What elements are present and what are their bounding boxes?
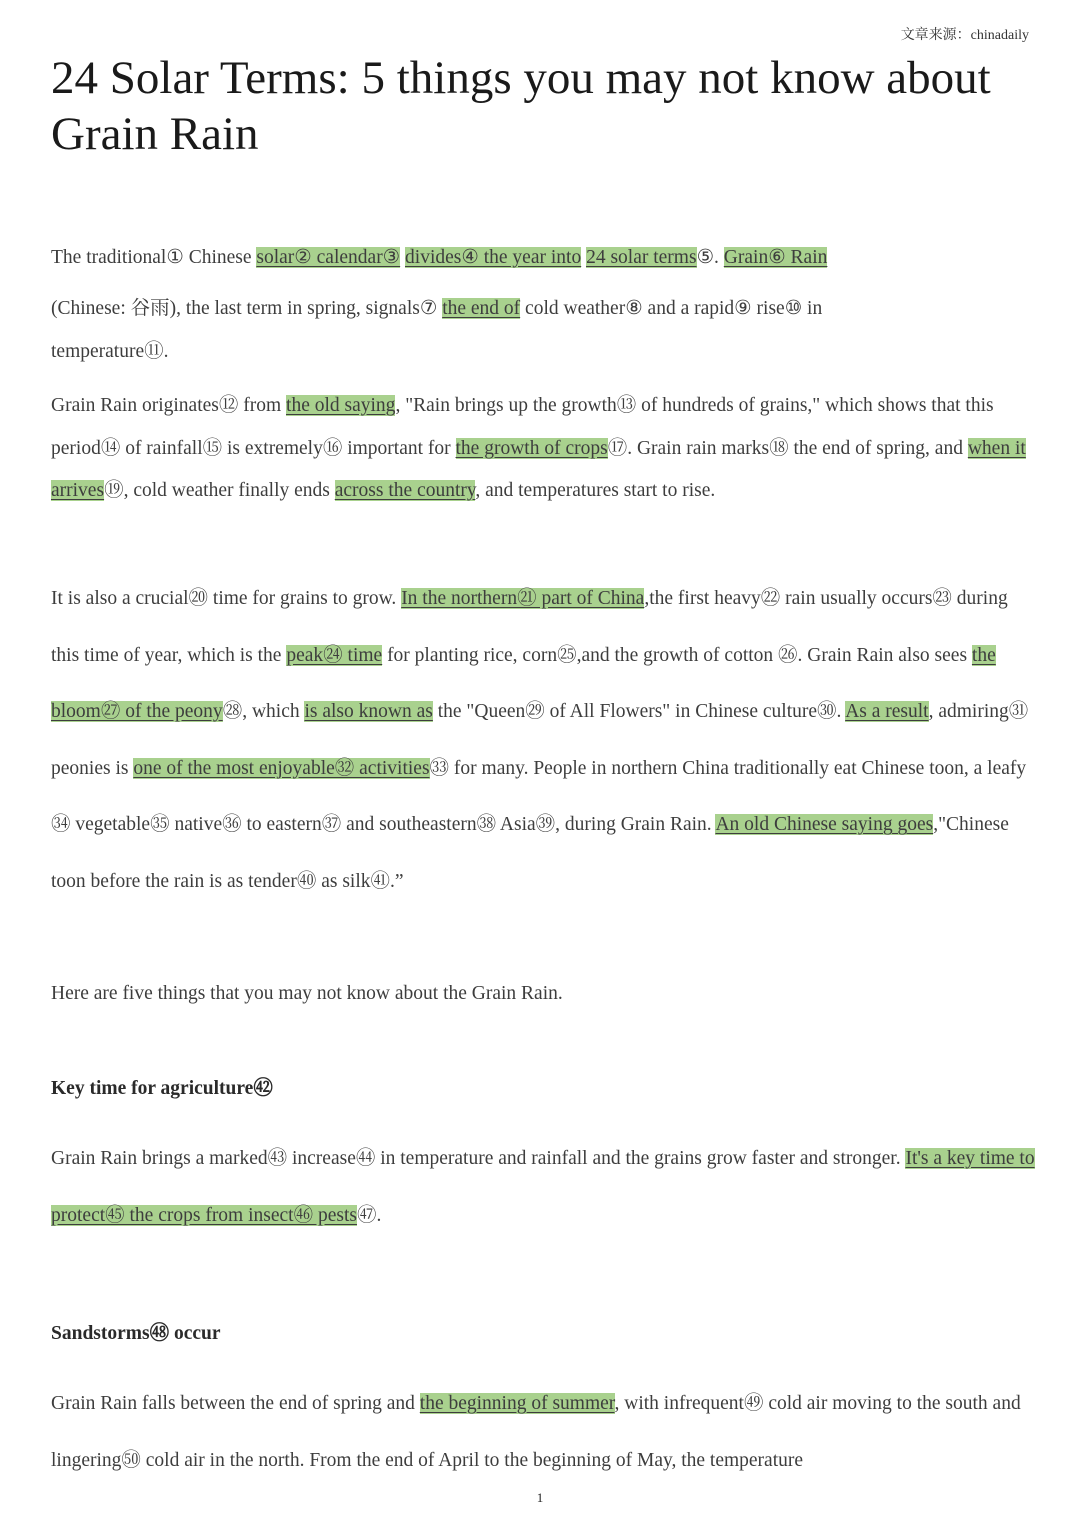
highlight: Grain⑥ Rain [723, 247, 828, 268]
highlight: peak㉔ time [286, 644, 383, 666]
highlight: 24 solar terms [586, 247, 697, 268]
article-source: 文章来源：chinadaily [900, 28, 1029, 43]
paragraph-intro: The traditional① Chinese solar② calendar③ divides④ the year into 24 solar terms⑤. Grain⑥ Rain (Chinese: 谷雨), the last term in spring, signals⑦ the end of cold weather⑧ and a rapid⑨ rise⑩ in temperature⑪. [51, 247, 828, 362]
paragraph-sandstorms: Grain Rain falls between the end of spring and the beginning of summer, with infrequent㊾ cold air moving to the south and lingering㊿ cold air in the north. From the end of April to the beginning of May, the temperature [51, 1393, 1021, 1471]
highlight: the beginning of summer [419, 1393, 615, 1414]
highlight: the growth of crops [455, 437, 608, 459]
highlight: It's a key time to [905, 1148, 1035, 1169]
highlight: across the country [334, 480, 476, 501]
highlight: An old Chinese saying goes [715, 814, 934, 836]
paragraph-five-things: Here are five things that you may not know about the Grain Rain. [51, 983, 563, 1004]
highlight: protect㊺ the crops from insect㊻ pests [51, 1205, 357, 1226]
section-heading-agriculture: Key time for agriculture㊷ [51, 1078, 273, 1099]
paragraph-agriculture: Grain Rain brings a marked㊸ increase㊹ in temperature and rainfall and the grains grow faster and stronger. It's a key time to protect㊺ the crops from insect㊻ pests㊼. [51, 1148, 1035, 1226]
highlight: divides④ the year into [405, 247, 582, 268]
page-number: 1 [536, 1490, 544, 1505]
highlight: solar② calendar③ [256, 247, 401, 268]
highlight: when it arrives [51, 437, 1026, 501]
section-heading-sandstorms: Sandstorms㊽ occur [51, 1323, 221, 1344]
paragraph-crucial-time: It is also a crucial⑳ time for grains to grow. In the northern㉑ part of China,the first heavy㉒ rain usually occurs㉓ during this time of year, which is the peak㉔ time for planting rice, corn㉕,and the growth of cotton ㉖. Grain Rain also sees the bloom㉗ of the peony㉘, which is also known as the "Queen㉙ of All Flowers" in Chinese culture㉚. As a result, admiring㉛ peonies is one of the most enjoyable㉜ activities㉝ for many. People in northern China traditionally eat Chinese toon, a leafy㉞ vegetable㉟ native㊱ to eastern㊲ and southeastern㊳ Asia㊴, during Grain Rain. An old Chinese saying goes,"Chinese toon before the rain is as tender㊵ as silk㊶.” [51, 588, 1029, 892]
highlight: one of the most enjoyable㉜ activities [133, 757, 430, 779]
highlight: the end of [442, 298, 521, 319]
paragraph-origin: Grain Rain originates⑫ from the old saying, "Rain brings up the growth⑬ of hundreds of grains," which shows that this period⑭ of rainfall⑮ is extremely⑯ important for the growth of crops⑰. Grain rain marks⑱ the end of spring, and when it arrives⑲, cold weather finally ends across the country, and temperatures start to rise. [51, 395, 1026, 501]
highlight: the bloom㉗ of the peony [51, 644, 996, 723]
highlight: As a result [845, 701, 929, 723]
highlight: the old saying [286, 395, 396, 416]
highlight: is also known as [304, 701, 433, 723]
article-title: 24 Solar Terms: 5 things you may not know about Grain Rain [51, 52, 991, 160]
highlight: In the northern㉑ part of China [401, 588, 645, 609]
